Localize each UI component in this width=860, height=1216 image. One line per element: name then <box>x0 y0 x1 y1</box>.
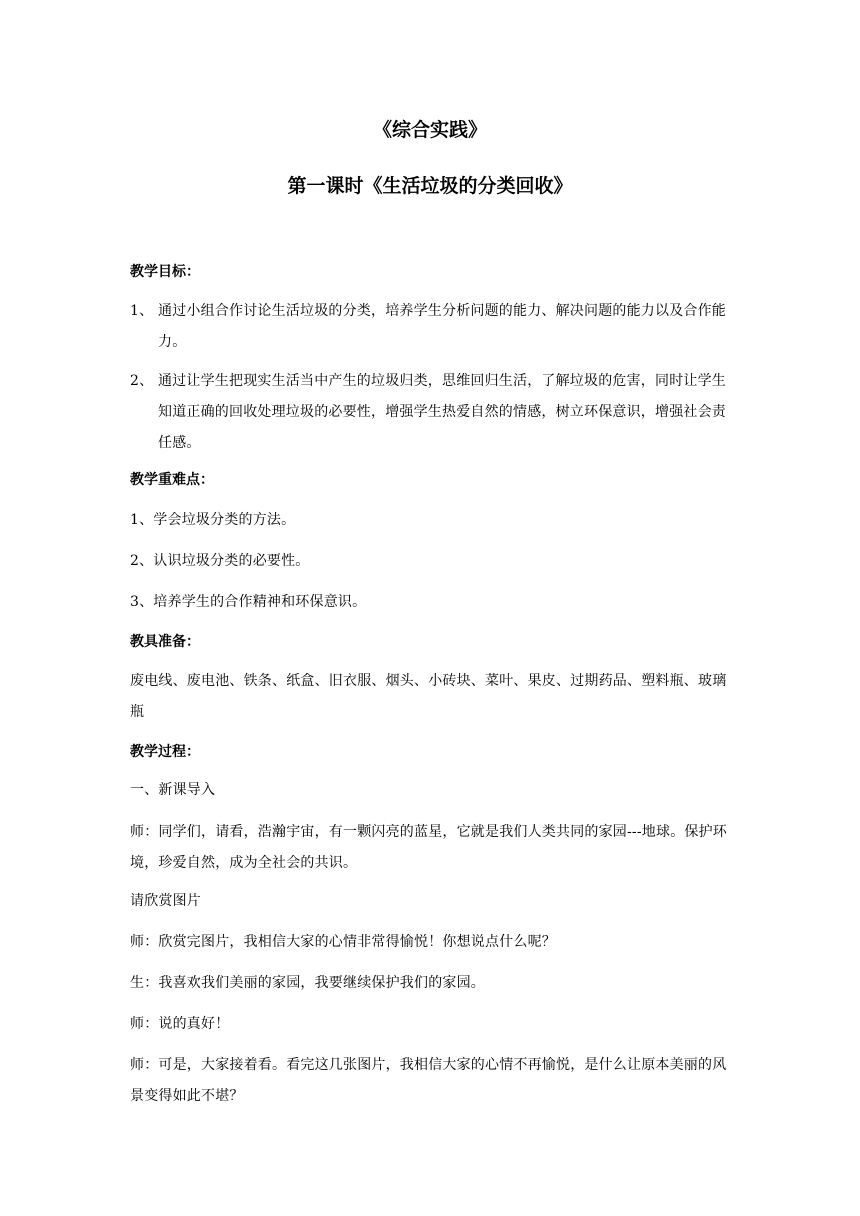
dialogue-paragraph: 师：欣赏完图片，我相信大家的心情非常得愉悦！你想说点什么呢？ <box>130 934 556 950</box>
key-point-item: 2、认识垃圾分类的必要性。 <box>130 553 310 569</box>
key-points-heading: 教学重难点： <box>130 472 214 488</box>
process-heading: 教学过程： <box>130 744 200 760</box>
objective-text: 通过让学生把现实生活当中产生的垃圾归类，思维回归生活，了解垃圾的危害，同时让学生知道正确的回收处理垃圾的必要性，增强学生热爱自然的情感，树立环保意识，增强社会责任感。 <box>158 373 726 451</box>
section-heading-intro: 一、新课导入 <box>130 782 216 798</box>
materials-heading: 教具准备： <box>130 634 200 650</box>
objective-number: 2、 <box>130 373 154 389</box>
dialogue-paragraph: 师：说的真好！ <box>130 1016 230 1032</box>
objective-text: 通过小组合作讨论生活垃圾的分类，培养学生分析问题的能力、解决问题的能力以及合作能力。 <box>158 303 726 350</box>
objectives-heading: 教学目标： <box>130 264 200 280</box>
dialogue-paragraph: 师：同学们，请看，浩瀚宇宙，有一颗闪亮的蓝星，它就是我们人类共同的家园---地球。保护环境，珍爱自然，成为全社会的共识。 <box>130 824 727 871</box>
key-point-item: 3、培养学生的合作精神和环保意识。 <box>130 594 367 610</box>
objective-number: 1、 <box>130 303 154 319</box>
document-title: 《综合实践》 <box>372 119 487 141</box>
dialogue-paragraph: 生：我喜欢我们美丽的家园，我要继续保护我们的家园。 <box>130 975 485 991</box>
lesson-title: 第一课时《生活垃圾的分类回收》 <box>287 175 573 197</box>
dialogue-paragraph: 请欣赏图片 <box>130 893 201 909</box>
key-point-item: 1、学会垃圾分类的方法。 <box>130 512 296 528</box>
objective-item <box>130 296 732 358</box>
materials-text: 废电线、废电池、铁条、纸盒、旧衣服、烟头、小砖块、菜叶、果皮、过期药品、塑料瓶、玻璃瓶 <box>130 673 727 720</box>
dialogue-paragraph: 师：可是，大家接着看。看完这几张图片，我相信大家的心情不再愉悦，是什么让原本美丽的风景变得如此不堪？ <box>130 1057 727 1104</box>
objective-item <box>130 366 732 459</box>
